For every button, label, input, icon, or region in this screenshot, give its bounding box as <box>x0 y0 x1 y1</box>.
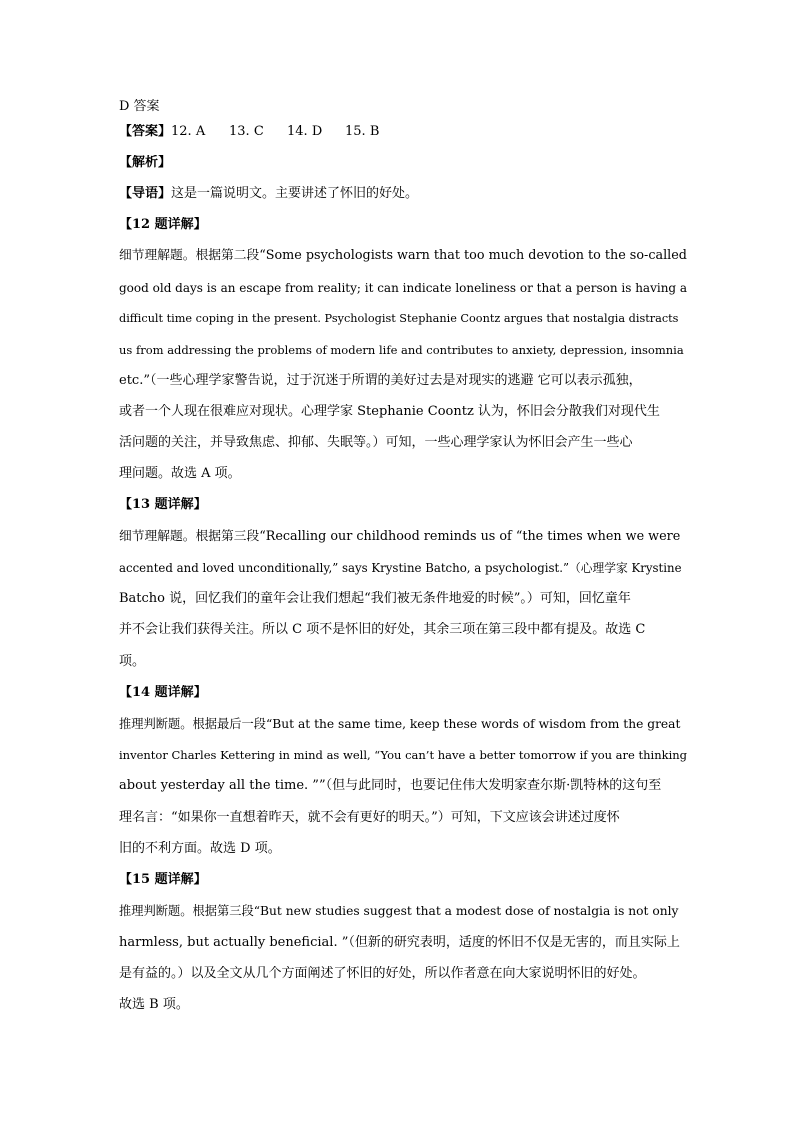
q15-line: 推理判断题。根据第三段“But new studies suggest that a modest dose of nostalgia is not only <box>119 904 679 918</box>
answer-12: 12. A <box>171 124 206 139</box>
q12-line: 或者一个人现在很难应对现状。心理学家 Stephanie Coontz 认为，怀旧会分散我们对现代生 <box>119 404 660 419</box>
answer-14: 14. D <box>287 124 323 139</box>
q14-line: 理名言：“如果你一直想着昨天，就不会有更好的明天。”）可知，下文应该会讲述过度怀 <box>119 810 620 825</box>
q12-line: 理问题。故选 A 项。 <box>119 466 241 481</box>
q15-line: 故选 B 项。 <box>119 997 189 1012</box>
q12-line: 活问题的关注，并导致焦虑、抑郁、失眠等。）可知，一些心理学家认为怀旧会产生一些心 <box>119 435 633 450</box>
header-line: D 答案 <box>119 99 160 114</box>
q14-line: 旧的不利方面。故选 D 项。 <box>119 841 281 856</box>
q12-line: good old days is an escape from reality; it can indicate loneliness or that a person is having a <box>119 281 688 295</box>
analysis-label: 【解析】 <box>119 155 172 170</box>
q12-line: etc.”（一些心理学家警告说，过于沉迷于所谓的美好过去是对现实的逃避 它可以表示孤独， <box>119 373 642 388</box>
q13-line: Batcho 说，回忆我们的童年会让我们想起“我们被无条件地爱的时候”。）可知，回忆童年 <box>119 591 631 606</box>
q12-heading: 【12 题详解】 <box>119 217 207 232</box>
answers-label: 【答案】 <box>119 124 172 139</box>
q14-line: inventor Charles Kettering in mind as well, “You can’t have a better tomorrow if you are thinking <box>119 748 688 762</box>
q13-heading: 【13 题详解】 <box>119 497 207 512</box>
q14-line: about yesterday all the time. ””（但与此同时，也要记住伟大发明家查尔斯·凯特林的这句至 <box>119 778 662 793</box>
q14-heading: 【14 题详解】 <box>119 685 207 700</box>
answers-line <box>119 124 689 140</box>
q13-line: 细节理解题。根据第三段“Recalling our childhood reminds us of “the times when we were <box>119 529 681 544</box>
q12-line: us from addressing the problems of modern life and contributes to anxiety, depression, insomnia <box>119 343 684 357</box>
guide-text: 这是一篇说明文。主要讲述了怀旧的好处。 <box>171 186 419 201</box>
q15-line: 是有益的。）以及全文从几个方面阐述了怀旧的好处，所以作者意在向大家说明怀旧的好处。 <box>119 966 646 981</box>
q14-line: 推理判断题。根据最后一段“But at the same time, keep these words of wisdom from the great <box>119 717 681 731</box>
q13-line: 项。 <box>119 654 146 669</box>
q13-line: accented and loved unconditionally,” says Krystine Batcho, a psychologist.”（心理学家 Krystine <box>119 561 682 575</box>
q15-line: harmless, but actually beneficial. ”（但新的研究表明，适度的怀旧不仅是无害的，而且实际上 <box>119 935 680 950</box>
answer-15: 15. B <box>345 124 380 139</box>
q15-heading: 【15 题详解】 <box>119 872 207 887</box>
q13-line: 并不会让我们获得关注。所以 C 项不是怀旧的好处，其余三项在第三段中都有提及。故选 C <box>119 622 646 637</box>
guide-label: 【导语】 <box>119 186 172 201</box>
q12-line: 细节理解题。根据第二段“Some psychologists warn that too much devotion to the so-called <box>119 248 687 263</box>
q12-line: difficult time coping in the present. Psychologist Stephanie Coontz argues that nostalgia distracts <box>119 312 679 325</box>
answer-13: 13. C <box>229 124 264 139</box>
guide-line <box>119 186 689 202</box>
